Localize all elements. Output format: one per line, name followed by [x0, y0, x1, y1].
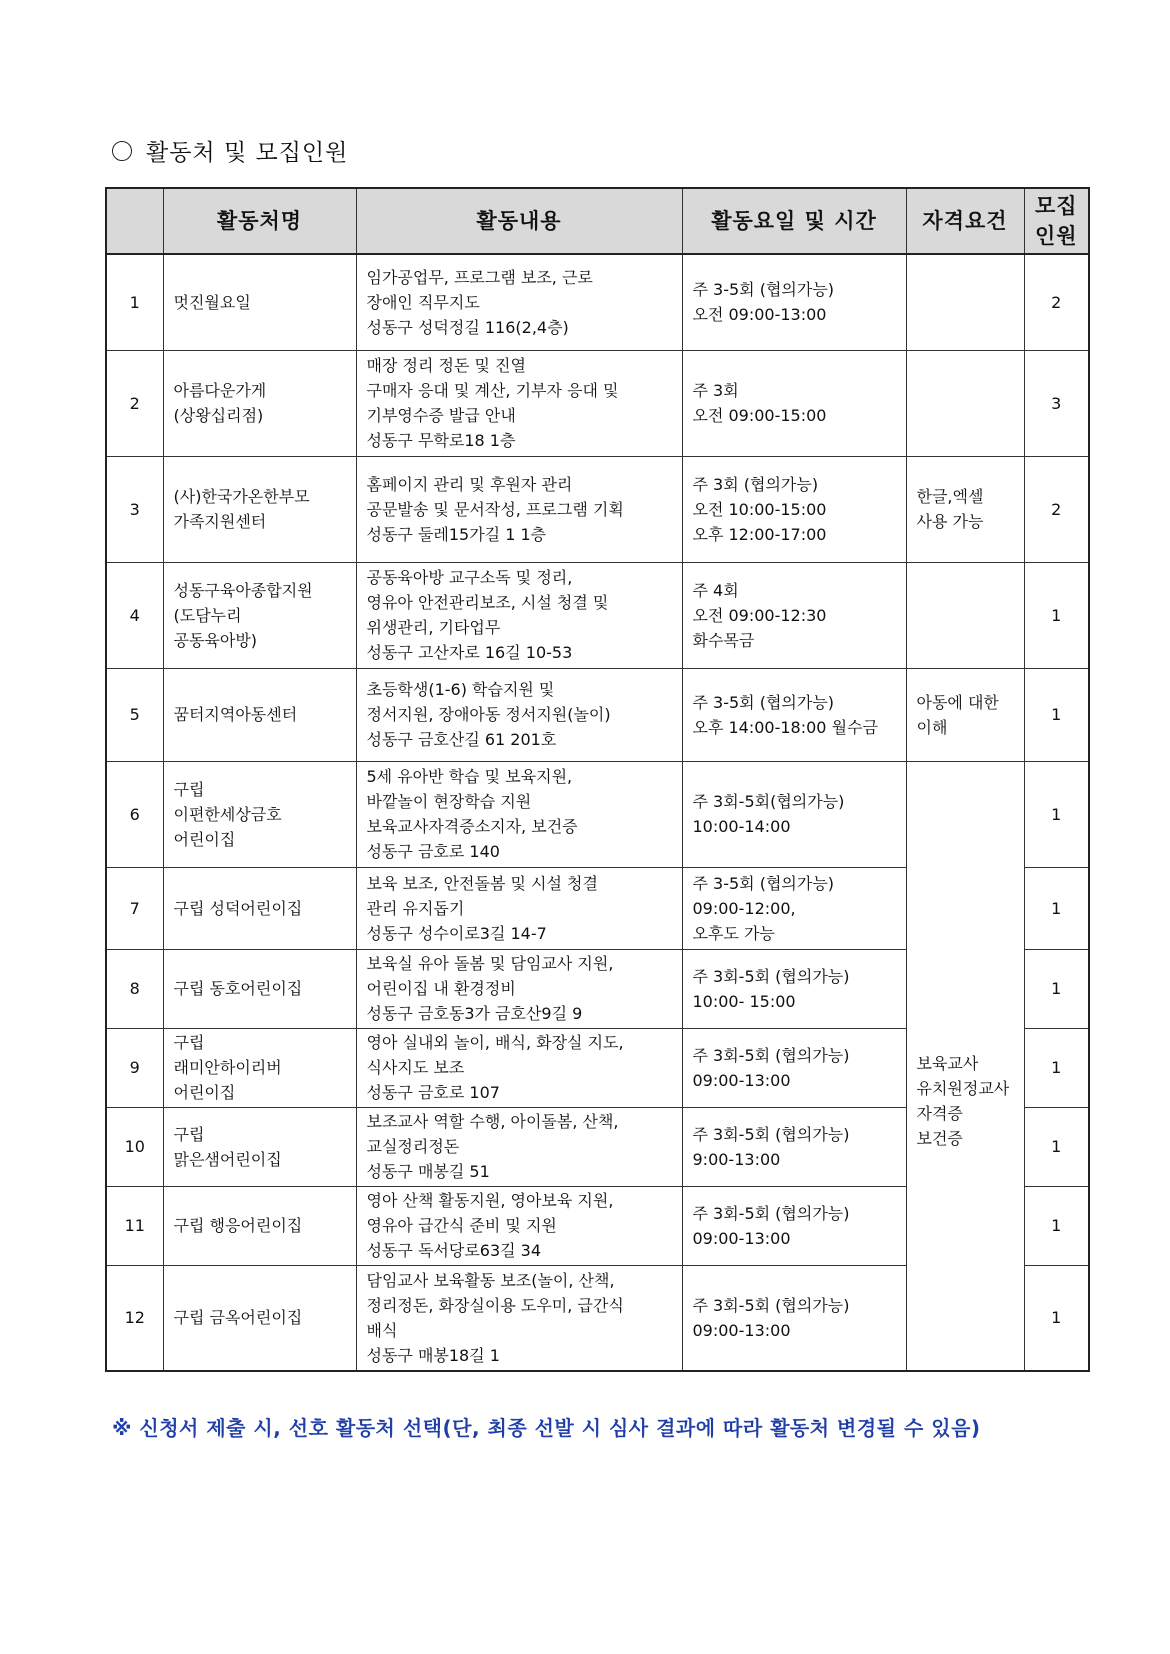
activity-content-line: 보조교사 역할 수행, 아이돌봄, 산책,: [366, 1112, 619, 1131]
activity-content: [356, 949, 682, 1028]
activity-content-line: 식사지도 보조: [366, 1058, 465, 1077]
activity-content: [356, 562, 682, 668]
activity-schedule-line: 주 3-5회 (협의가능): [692, 692, 835, 712]
shared-qualification-line: 보건증: [916, 1128, 963, 1148]
activity-content: [356, 668, 682, 761]
activity-place-name-line: 구립: [173, 1124, 205, 1144]
activity-place-name-line: 구립 행응어린이집: [173, 1216, 303, 1235]
shared-qualification-line: 자격증: [916, 1103, 963, 1123]
activity-content-line: 성동구 금호로 140: [366, 842, 500, 861]
qualification: [906, 254, 1024, 350]
activity-place-name-line: 어린이집: [173, 1083, 236, 1102]
activity-schedule-line: 9:00-13:00: [692, 1149, 781, 1169]
activity-place-name: [163, 456, 356, 562]
activity-place-name: [163, 1186, 356, 1265]
activity-schedule: [682, 254, 906, 350]
activity-content-line: 홈페이지 관리 및 후원자 관리: [366, 474, 573, 494]
activity-content-line: 배식: [366, 1320, 398, 1340]
row-number: 8: [106, 949, 163, 1028]
activity-schedule: [682, 761, 906, 867]
activity-schedule-line: 09:00-13:00: [692, 1070, 791, 1090]
activity-content: [356, 350, 682, 456]
shared-qualification-line: 보육교사: [916, 1053, 979, 1073]
activity-content-line: 기부영수증 발급 안내: [366, 406, 516, 425]
table-row: [106, 761, 1089, 867]
activity-place-name-line: (사)한국가온한부모: [173, 487, 310, 506]
row-number: 3: [106, 456, 163, 562]
activity-schedule: [682, 562, 906, 668]
activity-schedule-line: 주 3회-5회 (협의가능): [692, 1045, 850, 1065]
recruit-count: 1: [1024, 1186, 1089, 1265]
activity-content-line: 성동구 무학로18 1층: [366, 431, 516, 450]
recruit-count: 1: [1024, 668, 1089, 761]
qualification-line: 한글,엑셀: [916, 487, 984, 506]
activity-content-line: 성동구 독서당로63길 34: [366, 1241, 542, 1260]
activity-content-line: 성동구 금호동3가 금호산9길 9: [366, 1004, 583, 1023]
activity-content-line: 보육실 유아 돌봄 및 담임교사 지원,: [366, 954, 614, 973]
activity-content-line: 성동구 둘레15가길 1 1층: [366, 524, 547, 544]
activity-schedule-line: 오전 10:00-15:00: [692, 499, 827, 519]
circle-bullet-icon: [112, 141, 132, 161]
activity-place-name: [163, 562, 356, 668]
table-row: [106, 668, 1089, 761]
activity-place-name-line: 이편한세상금호: [173, 804, 282, 824]
activity-content-line: 5세 유아반 학습 및 보육지원,: [366, 767, 573, 786]
header-content: 활동내용: [356, 188, 682, 254]
activity-content: [356, 761, 682, 867]
activity-schedule-line: 주 3-5회 (협의가능): [692, 280, 835, 300]
recruit-count: 3: [1024, 350, 1089, 456]
activity-content-line: 성동구 매봉18길 1: [366, 1345, 500, 1365]
shared-qualification: [906, 761, 1024, 1371]
activity-schedule-line: 10:00- 15:00: [692, 991, 796, 1011]
activity-schedule: [682, 668, 906, 761]
row-number: 12: [106, 1265, 163, 1371]
activity-content-line: 정리정돈, 화장실이용 도우미, 급간식: [366, 1295, 624, 1315]
activity-table: [105, 187, 1090, 1372]
qualification: [906, 668, 1024, 761]
activity-place-name-line: 맑은샘어린이집: [173, 1149, 282, 1169]
activity-content: [356, 254, 682, 350]
activity-content-line: 성동구 고산자로 16길 10-53: [366, 643, 573, 662]
activity-content-line: 영아 실내외 놀이, 배식, 화장실 지도,: [366, 1033, 624, 1052]
activity-place-name-line: 구립: [173, 1033, 205, 1052]
header-name: 활동처명: [163, 188, 356, 254]
section-heading: [112, 134, 348, 167]
activity-schedule-line: 주 3회: [692, 381, 739, 400]
activity-place-name-line: 구립 동호어린이집: [173, 979, 303, 998]
activity-place-name: [163, 867, 356, 949]
row-number: 9: [106, 1028, 163, 1107]
activity-content: [356, 1028, 682, 1107]
activity-content-line: 초등학생(1-6) 학습지원 및: [366, 680, 555, 699]
activity-schedule: [682, 949, 906, 1028]
activity-content-line: 공동육아방 교구소독 및 정리,: [366, 568, 573, 587]
activity-place-name: [163, 350, 356, 456]
shared-qualification-line: 유치원정교사: [916, 1078, 1010, 1098]
activity-content-line: 임가공업무, 프로그램 보조, 근로: [366, 267, 593, 287]
activity-schedule-line: 주 3회-5회 (협의가능): [692, 966, 850, 986]
activity-content-line: 바깥놀이 현장학습 지원: [366, 792, 532, 811]
activity-content-line: 장애인 직무지도: [366, 292, 480, 312]
activity-schedule: [682, 1186, 906, 1265]
activity-place-name-line: 성동구육아종합지원: [173, 580, 313, 600]
footnote: ※ 신청서 제출 시, 선호 활동처 선택(단, 최종 선발 시 심사 결과에 따라 활동처 변경될 수 있음): [112, 1416, 981, 1440]
activity-place-name-line: 공동육아방): [173, 630, 258, 650]
table-body: [106, 254, 1089, 1371]
activity-schedule: [682, 456, 906, 562]
header-no: [106, 188, 163, 254]
section-heading-text: 활동처 및 모집인원: [146, 140, 349, 166]
header-schedule: 활동요일 및 시간: [682, 188, 906, 254]
activity-content: [356, 1265, 682, 1371]
activity-schedule-line: 09:00-12:00,: [692, 898, 796, 918]
activity-schedule-line: 오전 09:00-13:00: [692, 305, 827, 325]
activity-content-line: 영아 산책 활동지원, 영아보육 지원,: [366, 1191, 614, 1210]
table-row: [106, 562, 1089, 668]
activity-content-line: 위생관리, 기타업무: [366, 618, 501, 637]
row-number: 4: [106, 562, 163, 668]
activity-schedule: [682, 350, 906, 456]
activity-place-name-line: 구립: [173, 779, 205, 799]
activity-place-name: [163, 949, 356, 1028]
activity-place-name: [163, 254, 356, 350]
row-number: 5: [106, 668, 163, 761]
activity-schedule-line: 주 3회-5회(협의가능): [692, 792, 845, 811]
activity-content-line: 매장 정리 정돈 및 진열: [366, 356, 526, 375]
activity-schedule-line: 주 4회: [692, 580, 739, 600]
qualification-line: 사용 가능: [916, 512, 984, 531]
activity-place-name-line: 구립 성덕어린이집: [173, 898, 303, 918]
header-recruit: [1024, 188, 1089, 254]
qualification: [906, 456, 1024, 562]
activity-schedule-line: 10:00-14:00: [692, 817, 791, 836]
activity-place-name-line: 어린이집: [173, 829, 236, 849]
activity-schedule-line: 주 3-5회 (협의가능): [692, 873, 835, 893]
activity-content-line: 영유아 안전관리보조, 시설 청결 및: [366, 593, 609, 612]
activity-schedule: [682, 1107, 906, 1186]
activity-content: [356, 867, 682, 949]
activity-content: [356, 456, 682, 562]
recruit-count: 1: [1024, 949, 1089, 1028]
row-number: 6: [106, 761, 163, 867]
recruit-count: 1: [1024, 1028, 1089, 1107]
activity-schedule-line: 화수목금: [692, 630, 755, 650]
activity-schedule-line: 주 3회-5회 (협의가능): [692, 1203, 850, 1223]
activity-schedule-line: 09:00-13:00: [692, 1320, 791, 1340]
activity-place-name-line: 구립 금옥어린이집: [173, 1308, 303, 1328]
activity-content-line: 성동구 금호로 107: [366, 1083, 500, 1102]
activity-content-line: 성동구 성덕정길 116(2,4층): [366, 317, 569, 337]
activity-content-line: 어린이집 내 환경정비: [366, 979, 516, 998]
activity-place-name-line: (상왕십리점): [173, 406, 264, 425]
activity-schedule-line: 오후도 가능: [692, 923, 775, 943]
recruit-count: 1: [1024, 761, 1089, 867]
activity-schedule: [682, 867, 906, 949]
activity-content-line: 담임교사 보육활동 보조(놀이, 산책,: [366, 1270, 615, 1290]
table-row: [106, 350, 1089, 456]
header-qualification: 자격요건: [906, 188, 1024, 254]
activity-place-name: [163, 1028, 356, 1107]
activity-schedule-line: 09:00-13:00: [692, 1228, 791, 1248]
activity-place-name-line: 아름다운가게: [173, 381, 267, 400]
recruit-count: 1: [1024, 867, 1089, 949]
activity-content-line: 성동구 매봉길 51: [366, 1162, 490, 1181]
activity-content-line: 보육교사자격증소지자, 보건증: [366, 817, 578, 836]
activity-content-line: 공문발송 및 문서작성, 프로그램 기획: [366, 499, 624, 519]
activity-place-name-line: 멋진월요일: [173, 292, 251, 312]
row-number: 11: [106, 1186, 163, 1265]
activity-content-line: 성동구 금호산길 61 201호: [366, 730, 557, 749]
activity-schedule: [682, 1028, 906, 1107]
row-number: 1: [106, 254, 163, 350]
activity-place-name-line: 래미안하이리버: [173, 1058, 282, 1077]
activity-place-name: [163, 668, 356, 761]
table-row: [106, 254, 1089, 350]
recruit-count: 1: [1024, 1107, 1089, 1186]
activity-place-name: [163, 761, 356, 867]
row-number: 10: [106, 1107, 163, 1186]
activity-place-name-line: (도담누리: [173, 605, 242, 625]
activity-content-line: 교실정리정돈: [366, 1137, 460, 1156]
qualification-line: 이해: [916, 717, 948, 737]
activity-content-line: 관리 유지돕기: [366, 898, 465, 918]
header-recruit-line1: 모집: [1034, 194, 1078, 218]
activity-place-name: [163, 1107, 356, 1186]
activity-schedule-line: 주 3회-5회 (협의가능): [692, 1295, 850, 1315]
activity-schedule-line: 주 3회-5회 (협의가능): [692, 1124, 850, 1144]
qualification-line: 아동에 대한: [916, 692, 999, 712]
activity-content-line: 영유아 급간식 준비 및 지원: [366, 1216, 557, 1235]
activity-content: [356, 1107, 682, 1186]
activity-content-line: 정서지원, 장애아동 정서지원(놀이): [366, 705, 611, 724]
activity-schedule-line: 오후 14:00-18:00 월수금: [692, 717, 878, 737]
activity-schedule: [682, 1265, 906, 1371]
activity-schedule-line: 오전 09:00-15:00: [692, 406, 827, 425]
activity-schedule-line: 주 3회 (협의가능): [692, 474, 819, 494]
activity-content-line: 구매자 응대 및 계산, 기부자 응대 및: [366, 381, 619, 400]
activity-place-name-line: 꿈터지역아동센터: [173, 705, 298, 724]
activity-place-name-line: 가족지원센터: [173, 512, 267, 531]
recruit-count: 1: [1024, 562, 1089, 668]
activity-schedule-line: 오전 09:00-12:30: [692, 605, 827, 625]
qualification: [906, 562, 1024, 668]
header-recruit-line2: 인원: [1034, 224, 1078, 248]
row-number: 2: [106, 350, 163, 456]
recruit-count: 2: [1024, 254, 1089, 350]
table-row: [106, 456, 1089, 562]
activity-content-line: 보육 보조, 안전돌봄 및 시설 청결: [366, 873, 598, 893]
table-header-row: [106, 188, 1089, 254]
activity-content-line: 성동구 성수이로3길 14-7: [366, 923, 547, 943]
activity-content: [356, 1186, 682, 1265]
activity-schedule-line: 오후 12:00-17:00: [692, 524, 827, 544]
qualification: [906, 350, 1024, 456]
recruit-count: 1: [1024, 1265, 1089, 1371]
activity-place-name: [163, 1265, 356, 1371]
recruit-count: 2: [1024, 456, 1089, 562]
row-number: 7: [106, 867, 163, 949]
